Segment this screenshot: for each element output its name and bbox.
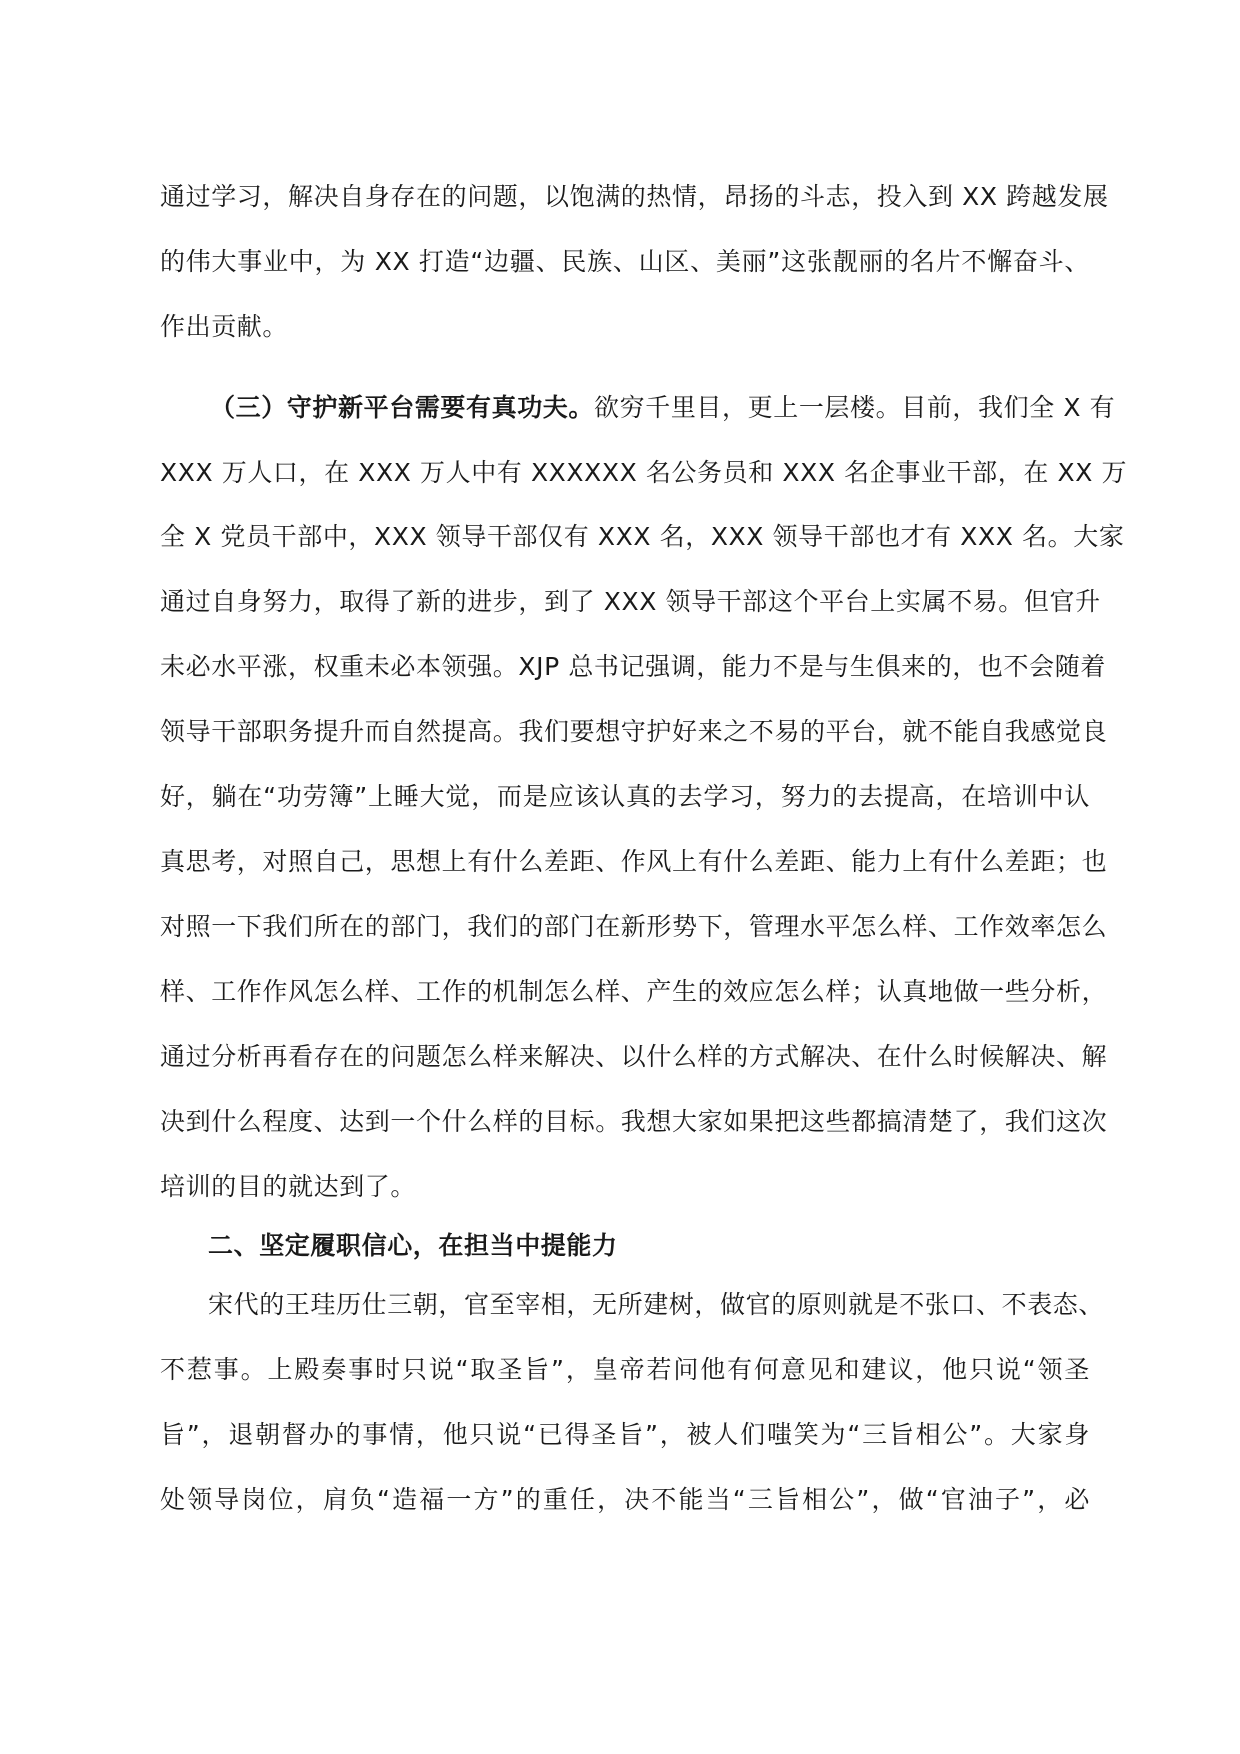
text-line: 样、工作作风怎么样、工作的机制怎么样、产生的效应怎么样；认真地做一些分析， [160,977,1108,1006]
text-line: 通过学习，解决自身存在的问题，以饱满的热情，昂扬的斗志，投入到 XX 跨越发展 [160,182,1109,211]
text-line: 好，躺在“功劳簿”上睡大觉，而是应该认真的去学习，努力的去提高，在培训中认 [160,782,1090,811]
text-line: 对照一下我们所在的部门，我们的部门在新形势下，管理水平怎么样、工作效率怎么 [160,912,1108,941]
subsection-heading: （三）守护新平台需要有真功夫。 [210,393,595,422]
text-line: 通过自身努力，取得了新的进步，到了 XXX 领导干部这个平台上实属不易。但官升 [160,587,1101,616]
text-line: XXX 万人口，在 XXX 万人中有 XXXXXX 名公务员和 XXX 名企事业干部，在 XX 万 [160,458,1128,487]
text-line: 的伟大事业中，为 XX 打造“边疆、民族、山区、美丽”这张靓丽的名片不懈奋斗、 [160,247,1090,276]
text-line: 领导干部职务提升而自然提高。我们要想守护好来之不易的平台，就不能自我感觉良 [160,717,1108,746]
text-line: 宋代的王珪历仕三朝，官至宰相，无所建树，做官的原则就是不张口、不表态、 [208,1290,1105,1319]
text-line: 决到什么程度、达到一个什么样的目标。我想大家如果把这些都搞清楚了，我们这次 [160,1107,1108,1136]
text-line: 作出贡献。 [160,312,289,341]
text-line [210,391,1116,425]
text-line: 真思考，对照自己，思想上有什么差距、作风上有什么差距、能力上有什么差距；也 [160,847,1108,876]
text-line: 全 X 党员干部中，XXX 领导干部仅有 XXX 名，XXX 领导干部也才有 XXX 名。大家 [160,522,1125,551]
text-line: 不惹事。上殿奏事时只说“取圣旨”，皇帝若问他有何意见和建议，他只说“领圣 [160,1355,1090,1384]
text-line: 培训的目的就达到了。 [160,1172,417,1201]
text-line: 处领导岗位，肩负“造福一方”的重任，决不能当“三旨相公”，做“官油子”，必 [160,1485,1090,1514]
section-heading: 二、坚定履职信心，在担当中提能力 [208,1231,618,1260]
text-line: 旨”，退朝督办的事情，他只说“已得圣旨”，被人们嗤笑为“三旨相公”。大家身 [160,1420,1090,1449]
text-run: 欲穷千里目，更上一层楼。目前，我们全 X 有 [594,393,1116,422]
text-line: 通过分析再看存在的问题怎么样来解决、以什么样的方式解决、在什么时候解决、解 [160,1042,1108,1071]
text-line: 未必水平涨，权重未必本领强。XJP 总书记强调，能力不是与生俱来的，也不会随着 [160,652,1106,681]
